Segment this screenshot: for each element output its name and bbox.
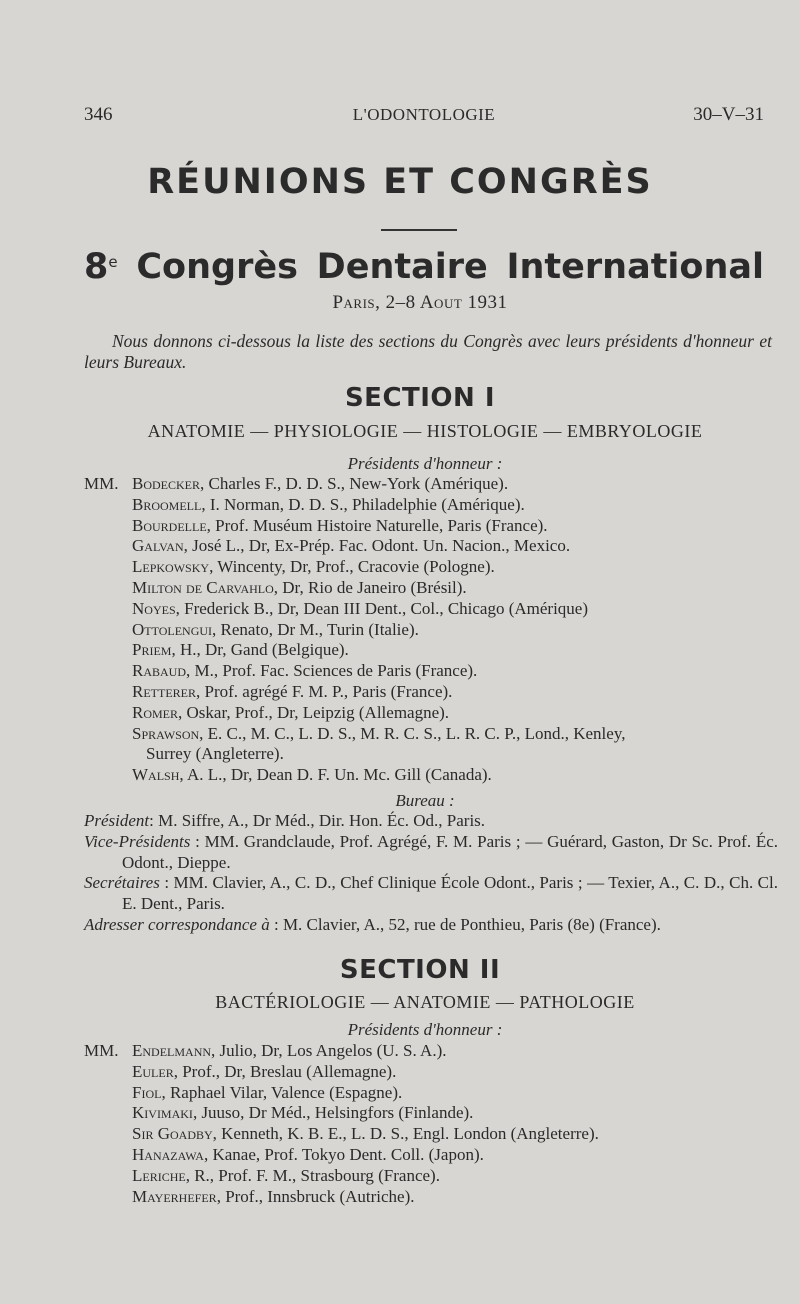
- section-2-subtitle: BACTÉRIOLOGIE — ANATOMIE — PATHOLOGIE: [215, 992, 635, 1012]
- list-item: MM. Bodecker, Charles F., D. D. S., New-York (Amérique).: [84, 474, 509, 493]
- list-item: Hanazawa, Kanae, Prof. Tokyo Dent. Coll. (Japon).: [132, 1144, 484, 1164]
- list-item: Romer, Oskar, Prof., Dr, Leipzig (Allemagne).: [132, 702, 450, 722]
- congress-number: 8: [84, 247, 109, 287]
- list-item: Leriche, R., Prof. F. M., Strasbourg (France).: [132, 1165, 440, 1185]
- page-title: RÉUNIONS ET CONGRÈS: [147, 162, 653, 202]
- mm-label: MM.: [84, 1041, 119, 1060]
- list-item: Noyes, Frederick B., Dr, Dean III Dent., Col., Chicago (Amérique): [132, 598, 589, 618]
- section-1-members: [84, 474, 772, 786]
- running-header: [84, 104, 764, 128]
- mm-label: MM.: [84, 474, 119, 493]
- section-1-honor-label: Présidents d'honneur :: [347, 454, 503, 473]
- list-item: Priem, H., Dr, Gand (Belgique).: [132, 640, 349, 660]
- list-item: Sprawson, E. C., M. C., L. D. S., M. R. C. S., L. R. C. P., Lond., Kenley,: [132, 723, 626, 743]
- bureau-secretaries: Secrétaires : MM. Clavier, A., C. D., Chef Clinique École Odont., Paris ; — Texier, A., C. D., Ch. Cl. E. Dent., Paris.: [84, 873, 778, 914]
- congress-title: [84, 247, 764, 295]
- list-item: Retterer, Prof. agrégé F. M. P., Paris (France).: [132, 681, 453, 701]
- title-divider: [381, 229, 457, 231]
- journal-title: L'ODONTOLOGIE: [352, 105, 496, 124]
- congress-place-date: Paris, 2–8 Aout 1931: [332, 292, 508, 313]
- bureau-vice-presidents: Vice-Présidents : MM. Grandclaude, Prof. Agrégé, F. M. Paris ; — Guérard, Gaston, Dr Sc. Prof. Éc. Odont., Dieppe.: [84, 831, 778, 872]
- page-number: 346: [84, 104, 113, 125]
- section-1-title: SECTION I: [344, 383, 496, 413]
- list-item-continuation: Surrey (Angleterre).: [146, 744, 284, 764]
- section-2-members: [84, 1041, 772, 1207]
- list-item: MM. Endelmann, Julio, Dr, Los Angelos (U. S. A.).: [84, 1041, 447, 1060]
- section-2-title: SECTION II: [339, 955, 501, 985]
- issue-date: 30–V–31: [693, 104, 764, 125]
- section-2-honor-label: Présidents d'honneur :: [347, 1020, 503, 1039]
- congress-number-suffix: e: [108, 253, 118, 271]
- list-item: Walsh, A. L., Dr, Dean D. F. Un. Mc. Gill (Canada).: [132, 765, 492, 785]
- intro-paragraph: Nous donnons ci-dessous la liste des sections du Congrès avec leurs présidents d'honneur et leurs Bureaux.: [84, 331, 772, 372]
- list-item: Bourdelle, Prof. Muséum Histoire Naturelle, Paris (France).: [132, 515, 548, 535]
- list-item: Fiol, Raphael Vilar, Valence (Espagne).: [132, 1082, 403, 1102]
- section-1-subtitle: ANATOMIE — PHYSIOLOGIE — HISTOLOGIE — EMBRYOLOGIE: [147, 421, 703, 441]
- list-item: Broomell, I. Norman, D. D. S., Philadelphie (Amérique).: [132, 494, 525, 514]
- bureau-label: Bureau :: [395, 791, 455, 810]
- list-item: Mayerhefer, Prof., Innsbruck (Autriche).: [132, 1186, 415, 1206]
- list-item: Sir Goadby, Kenneth, K. B. E., L. D. S., Engl. London (Angleterre).: [132, 1124, 599, 1144]
- bureau-president: Président: M. Siffre, A., Dr Méd., Dir. Hon. Éc. Od., Paris.: [84, 811, 486, 830]
- list-item: Milton de Carvahlo, Dr, Rio de Janeiro (Brésil).: [132, 577, 467, 597]
- list-item: Euler, Prof., Dr, Breslau (Allemagne).: [132, 1061, 397, 1081]
- congress-name: Congrès Dentaire International: [136, 247, 765, 287]
- list-item: Rabaud, M., Prof. Fac. Sciences de Paris (France).: [132, 661, 478, 681]
- list-item: Ottolengui, Renato, Dr M., Turin (Italie).: [132, 619, 419, 639]
- list-item: Kivimaki, Juuso, Dr Méd., Helsingfors (Finlande).: [132, 1103, 474, 1123]
- section-1-bureau: [84, 811, 778, 936]
- list-item: Galvan, José L., Dr, Ex-Prép. Fac. Odont. Un. Nacion., Mexico.: [132, 536, 571, 556]
- bureau-address: Adresser correspondance à : M. Clavier, A., 52, rue de Ponthieu, Paris (8e) (France).: [84, 914, 661, 934]
- list-item: Lepkowsky, Wincenty, Dr, Prof., Cracovie (Pologne).: [132, 557, 495, 577]
